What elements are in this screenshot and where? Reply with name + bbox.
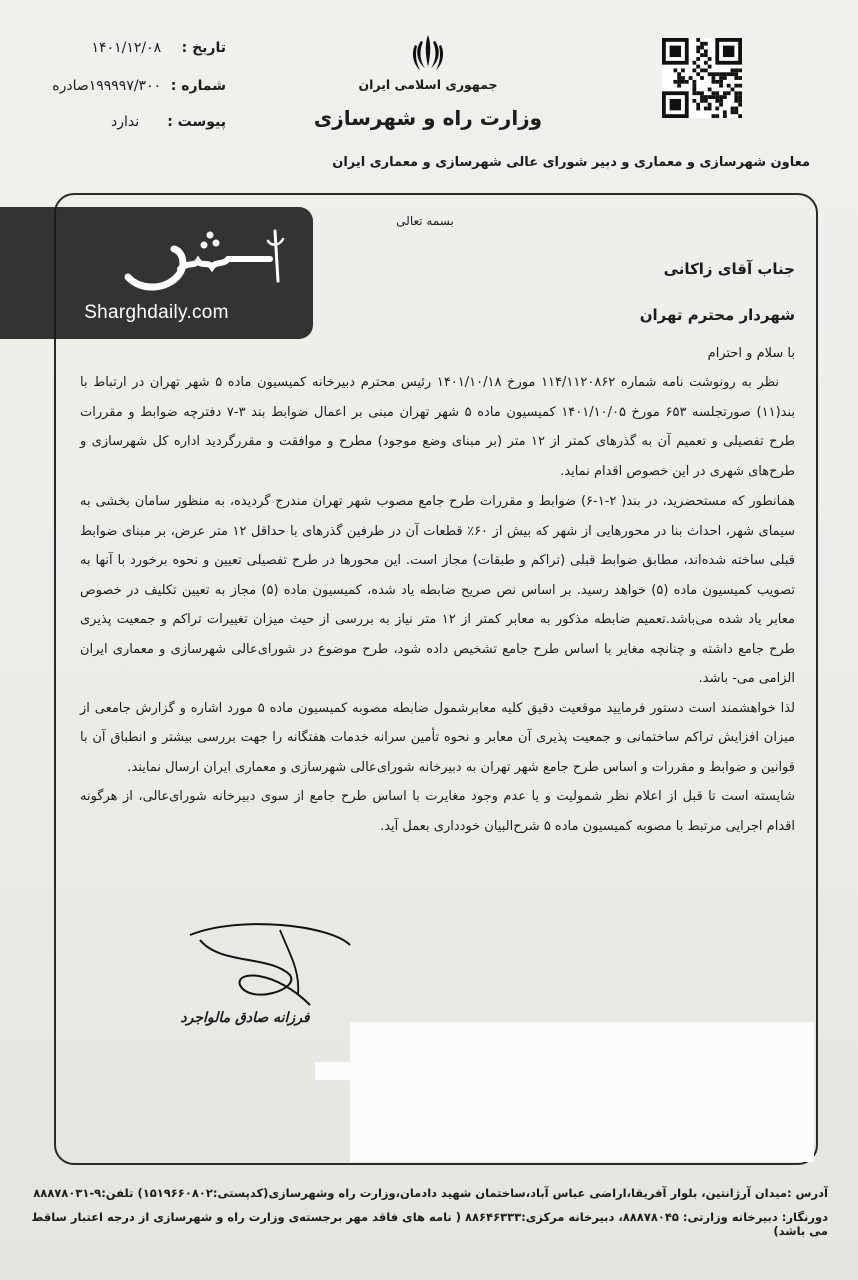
paragraph-3: لذا خواهشمند است دستور فرمایید موقعیت دقیق کلیه معابرشمول ضابطه مصوبه کمیسیون ماده ۵ مورد اشاره و گزارش جامعی از میزان افزایش تراکم ساختمانی و جمعیت پذیری آن معابر و نحوه تأمین سرانه خدمات هفتگانه را جهت بررسی بیشتر و انطباق آن با قوانین و ضوابط و مقررات و اساس طرح جامع شهر تهران به دبیرخانه شورای‌عالی شهرسازی و معماری ایران ارسال نمایند.: [80, 700, 796, 775]
paragraph-1: نظر به رونوشت نامه شماره ۱۱۴/۱۱۲۰۸۶۲ مورخ ۱۴۰۱/۱۰/۱۸ رئیس محترم دبیرخانه کمیسیون ماده ۵ شهر تهران در ارتباط با بند(۱۱) صورتجلسه ۶۵۳ مورخ ۱۴۰۱/۱۰/۰۵ کمیسیون ماده ۵ شهر تهران مبنی بر اعمال ضوابط بند ۳-۷ دفترچه ضوابط و مقررات طرح تفصیلی و تعمیم آن به گذرهای کمتر از ۱۲ متر (بر مبنای وضع موجود) مطرح و موافقت و مقررگردید اداره کل شهرسازی و طرح‌های شهری در این خصوص اقدام نماید.: [80, 375, 796, 479]
redacted-area-edge: [315, 1062, 355, 1080]
paragraph-4: شایسته است تا قبل از اعلام نظر شمولیت و یا عدم وجود مغایرت با اساس طرح جامع از سوی دبیرخانه شورای‌عالی، از هرگونه اقدام اجرایی مرتبط با مصوبه کمیسیون ماده ۵ شرح‌البیان خودداری بعمل آید.: [80, 789, 795, 834]
greeting: با سلام و احترام: [707, 346, 795, 361]
number-value: ۱۹۹۹۹۷/۳۰۰صادره: [52, 78, 162, 94]
letter-body: [80, 368, 795, 841]
republic-title: جمهوری اسلامی ایران: [358, 77, 498, 92]
logo-site-text: Sharghdaily.com: [84, 302, 229, 323]
signatory-name: فرزانه صادق مالواجرد: [180, 1010, 310, 1026]
qr-code: [662, 38, 742, 118]
date-label: تاریخ :: [181, 40, 226, 56]
attachment-label: پیوست :: [167, 114, 226, 130]
number-row: [52, 78, 226, 94]
recipient-title: شهردار محترم تهران: [639, 306, 795, 324]
ministry-title: وزارت راه و شهرسازی: [313, 106, 543, 130]
paragraph-2: همانطور که مستحضرید، در بند( ۲-۱-۶) ضوابط و مقررات طرح جامع مصوب شهر تهران مندرج گردیده، به منظور سامان بخشی به سیمای شهر، احداث بنا در محورهایی از شهر که بیش از ۶۰٪ قطعات آن در طرفین گذرهای با حداقل ۱۲ متر عرض، بر مبنای ضوابط قبلی ساخته شده‌اند، مطابق ضوابط قبلی (تراکم و طبقات) مجاز است. این محورها در طرح تفصیلی تعیین و نحوه برخورد با آنها به تصویب کمیسیون ماده (۵) خواهد رسید. بر اساس نص صریح ضابطه یاد شده، کمیسیون ماده (۵) مجاز به تعیین تکلیف در خصوص معابر یاد شده می‌باشد.تعمیم ضابطه مذکور به معابر کمتر از ۱۲ متر نیاز به بررسی از حیث میزان تغییرات تراکم و جمعیت پذیری طرح جامع داشته و چنانچه مغایر با اساس طرح جامع تشخیص داده شود، طرح موضوع در شورای‌عالی شهرسازی و معماری ایران الزامی می- باشد.: [80, 494, 796, 686]
iran-emblem-icon: [410, 33, 446, 73]
footer-address: آدرس :میدان آرژانتین، بلوار آفریقا،اراضی عباس آباد،ساختمان شهید دادمان،وزارت راه وشهرسازی(کدپستی:۱۵۱۹۶۶۰۸۰۲) تلفن:۹-۸۸۸۷۸۰۳۱: [33, 1186, 828, 1200]
date-row: [92, 40, 226, 56]
basmala: بسمه تعالی: [396, 214, 454, 228]
recipient-name: جناب آقای زاکانی: [663, 260, 795, 278]
date-value: ۱۴۰۱/۱۲/۰۸: [91, 40, 162, 56]
deputy-title: معاون شهرسازی و معماری و دبیر شورای عالی شهرسازی و معماری ایران: [332, 155, 810, 170]
number-label: شماره :: [170, 78, 226, 94]
redacted-area: [350, 1022, 814, 1162]
attachment-value: ندارد: [110, 114, 140, 130]
attachment-row: [111, 114, 226, 130]
footer-fax: دورنگار: دبیرخانه وزارتی: ۸۸۸۷۸۰۴۵، دبیرخانه مرکزی:۸۸۶۴۶۳۳۳ ( نامه های فاقد مهر برجسته‌ی وزارت راه و شهرسازی از درجه اعتبار ساقط می باشد): [31, 1210, 828, 1238]
